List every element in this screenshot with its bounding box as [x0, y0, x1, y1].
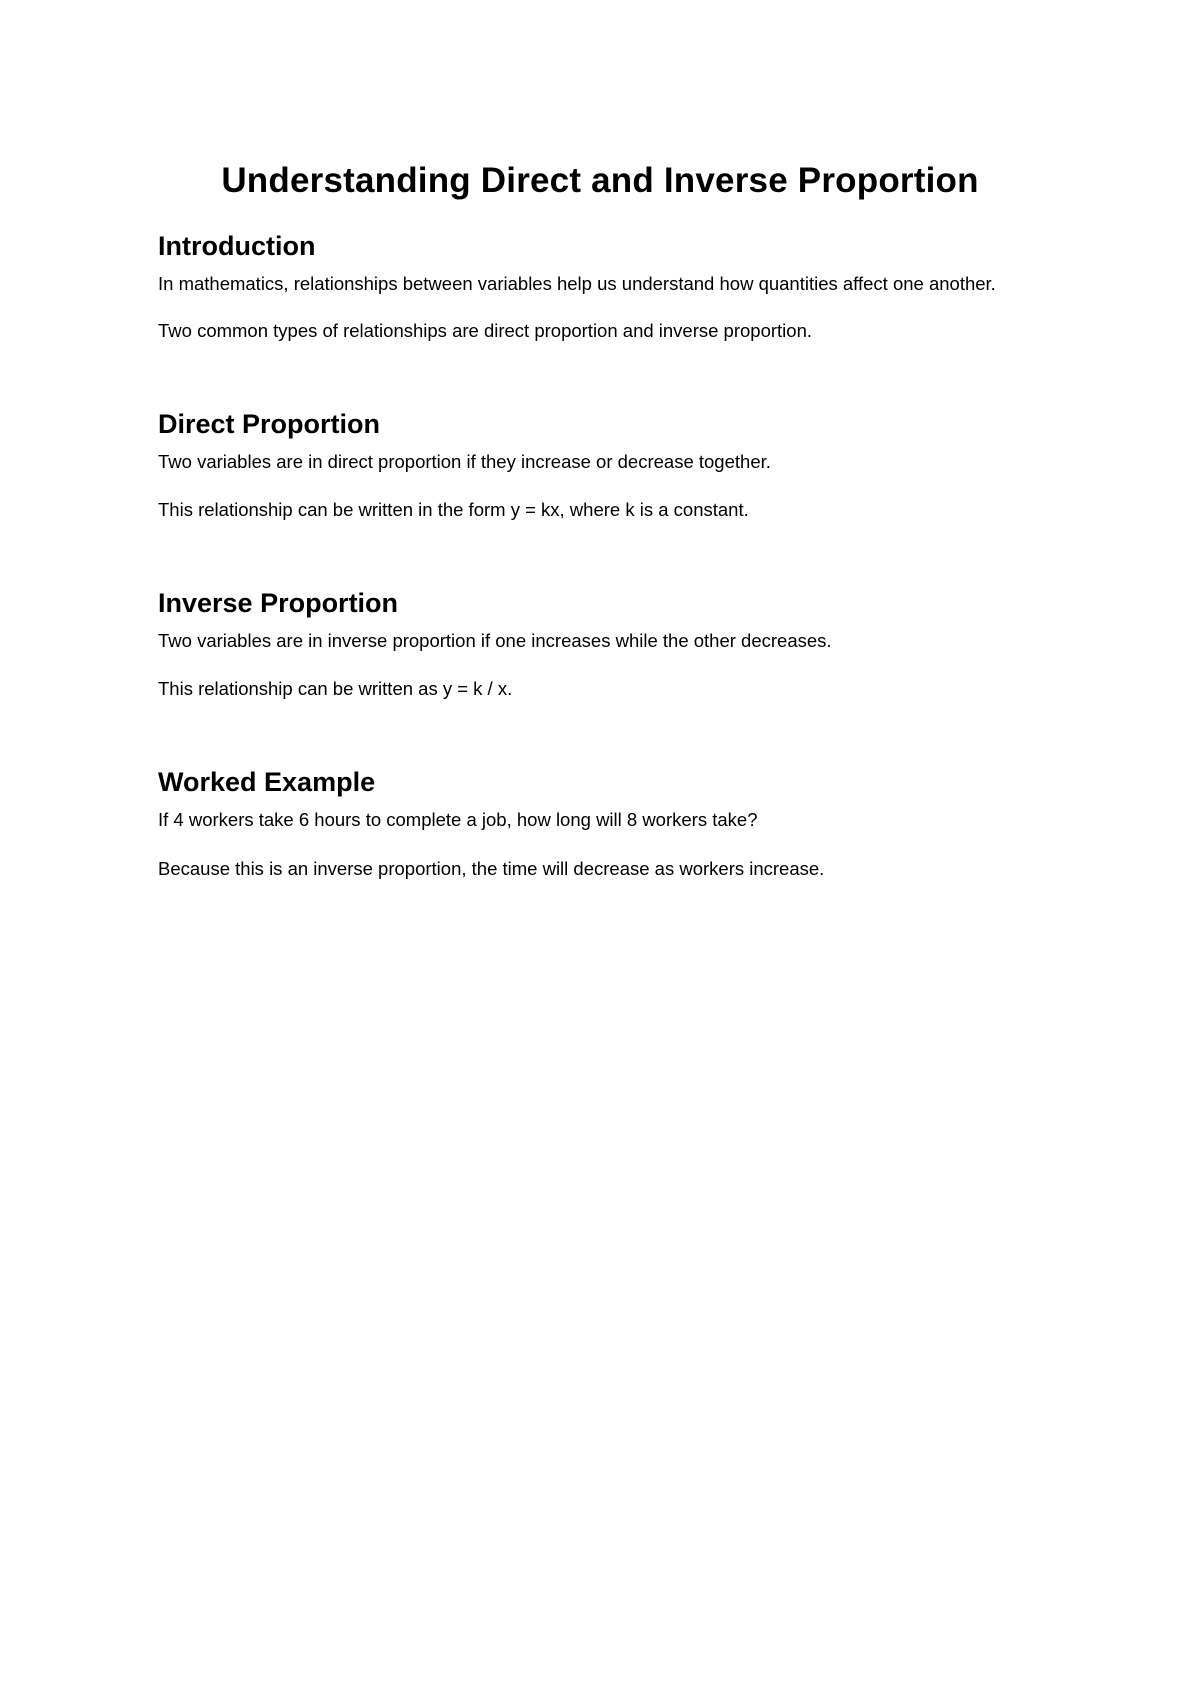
- document-page: [158, 150, 1038, 880]
- paragraph: Because this is an inverse proportion, the time will decrease as workers increase.: [158, 858, 825, 879]
- section-heading: Direct Proportion: [158, 409, 381, 439]
- section-inverse-proportion: [158, 583, 1038, 700]
- section-heading: Introduction: [158, 231, 316, 261]
- section-worked-example: [158, 762, 1038, 880]
- paragraph: Two variables are in inverse proportion if one increases while the other decreases.: [158, 630, 832, 651]
- section-introduction: [158, 226, 1038, 342]
- paragraph: Two common types of relationships are direct proportion and inverse proportion.: [158, 320, 813, 341]
- paragraph: This relationship can be written as y = k / x.: [158, 678, 513, 699]
- paragraph: If 4 workers take 6 hours to complete a job, how long will 8 workers take?: [158, 809, 758, 830]
- section-heading: Inverse Proportion: [158, 588, 399, 618]
- section-heading: Worked Example: [158, 767, 376, 797]
- paragraph: Two variables are in direct proportion if they increase or decrease together.: [158, 451, 771, 472]
- document-title: Understanding Direct and Inverse Proportion: [221, 161, 979, 200]
- paragraph: In mathematics, relationships between variables help us understand how quantities affect one another.: [158, 273, 996, 294]
- paragraph: This relationship can be written in the form y = kx, where k is a constant.: [158, 499, 749, 520]
- section-direct-proportion: [158, 404, 1038, 521]
